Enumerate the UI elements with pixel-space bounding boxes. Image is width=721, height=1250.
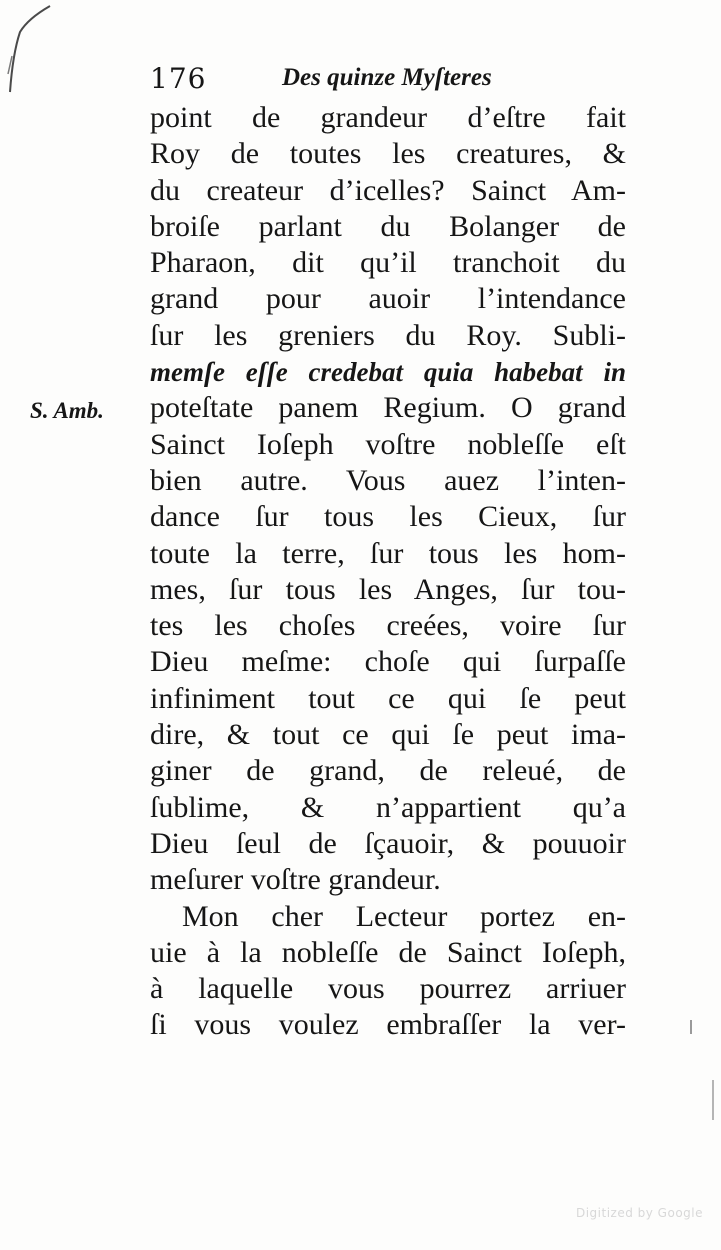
text-line: du createur d’icelles? Sainct Am- <box>150 173 626 207</box>
text-line: uie à la nobleſſe de Sainct Ioſeph, <box>150 935 626 969</box>
text-line: Roy de toutes les creatures, & <box>150 137 626 171</box>
digitization-watermark: Digitized by Google <box>575 1206 703 1220</box>
text-line: infiniment tout ce qui ſe peut <box>150 681 626 715</box>
text-line: Dieu ſeul de ſçauoir, & pouuoir <box>150 826 626 860</box>
text-line: point de grandeur d’eſtre fait <box>150 101 626 134</box>
text-line: bien autre. Vous auez l’inten- <box>150 463 626 497</box>
scan-edge-line <box>712 1080 714 1120</box>
scan-gutter-mark <box>690 1020 692 1034</box>
text-line: à laquelle vous pourrez arriuer <box>150 972 626 1006</box>
scan-edge-mark <box>6 4 54 94</box>
text-line: ſi vous voulez embraſſer la ver- <box>150 1008 626 1042</box>
text-line: ſur les greniers du Roy. Subli- <box>150 318 626 352</box>
text-line: meſurer voſtre grandeur. <box>150 863 441 897</box>
text-line: ſublime, & n’appartient qu’a <box>150 790 626 824</box>
text-line: Pharaon, dit qu’il tranchoit du <box>150 246 626 280</box>
text-line: broiſe parlant du Bolanger de <box>150 209 626 243</box>
body-text <box>150 100 626 1044</box>
text-line: tes les choſes creées, voire ſur <box>150 609 626 643</box>
text-line: dire, & tout ce qui ſe peut ima- <box>150 718 626 752</box>
text-line: giner de grand, de releué, de <box>150 754 626 788</box>
running-head <box>150 60 630 100</box>
text-line: poteſtate panem Regium. O grand <box>150 391 626 425</box>
page-number: 176 <box>150 62 207 95</box>
running-title: Des quinze Myſteres <box>282 64 492 91</box>
text-line: dance ſur tous les Cieux, ſur <box>150 500 626 534</box>
margin-note: S. Amb. <box>30 398 104 423</box>
text-line: toute la terre, ſur tous les hom- <box>150 536 626 570</box>
text-line: Sainct Ioſeph voſtre nobleſſe eſt <box>150 427 626 461</box>
text-line: grand pour auoir l’intendance <box>150 282 626 316</box>
text-line: Dieu meſme: choſe qui ſurpaſſe <box>150 645 626 679</box>
latin-quote-line: memſe eſſe credebat quia habebat in <box>150 357 626 388</box>
text-line: Mon cher Lecteur portez en- <box>182 899 626 933</box>
text-line: mes, ſur tous les Anges, ſur tou- <box>150 572 626 606</box>
